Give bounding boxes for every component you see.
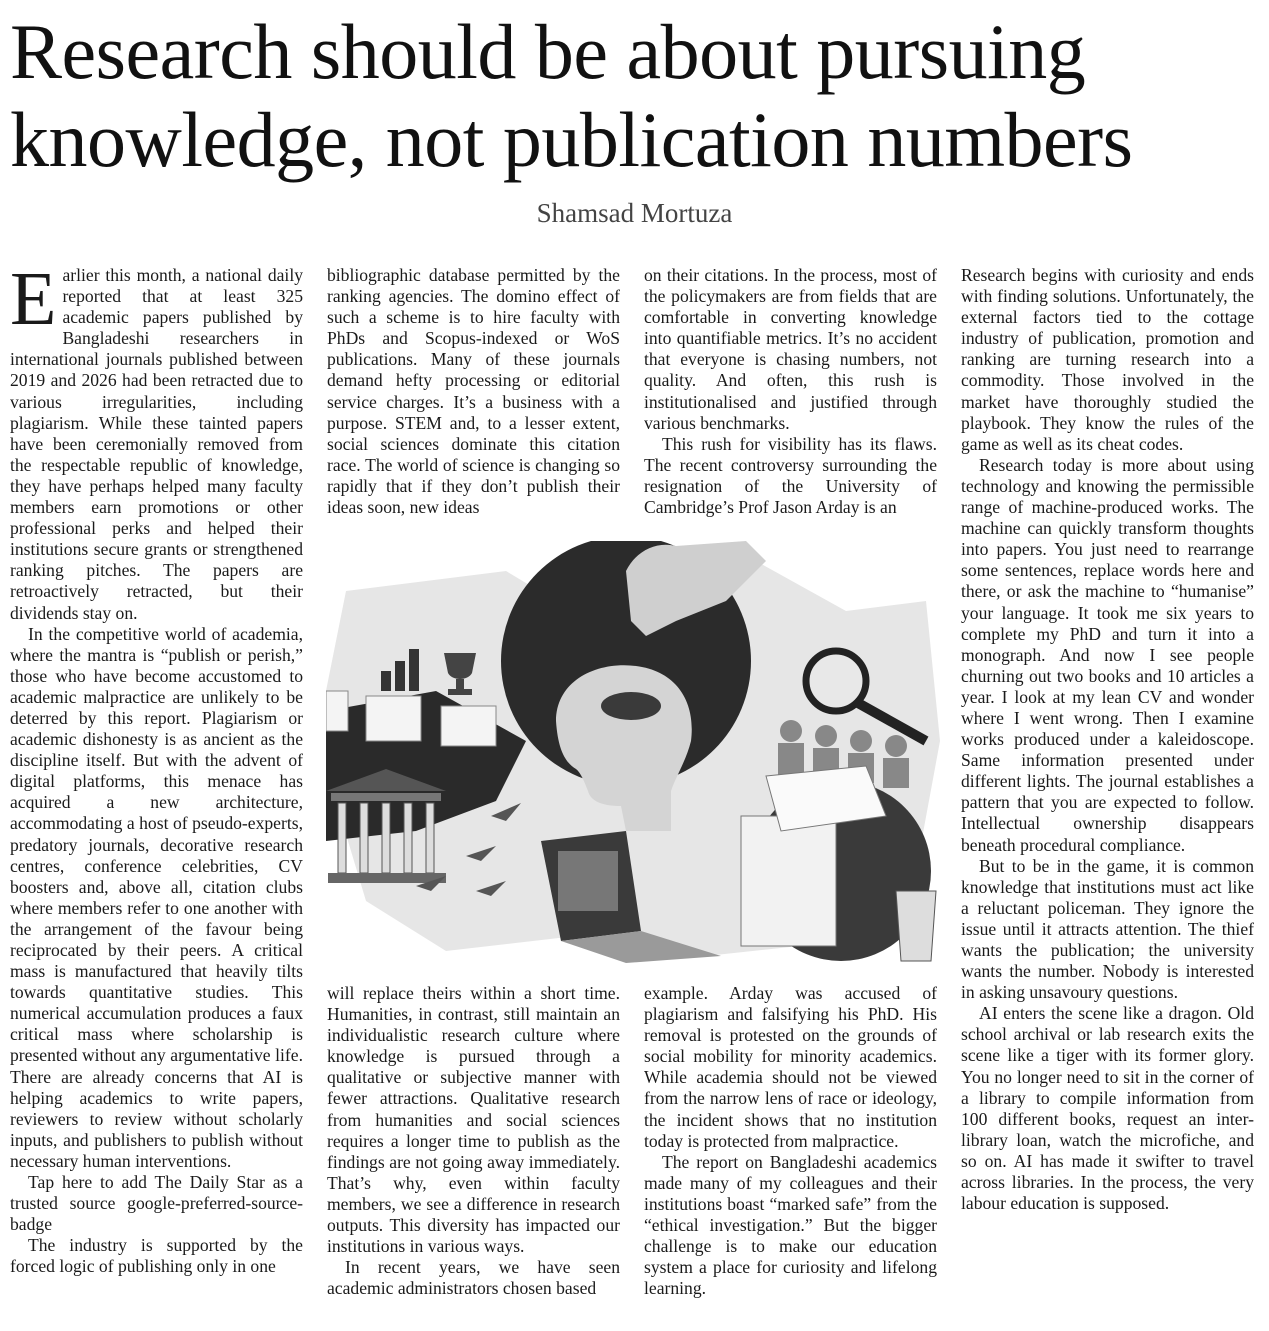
column-3-top [644, 265, 937, 518]
column-4 [961, 265, 1254, 1214]
column-2-top [327, 265, 620, 518]
column-1 [10, 257, 303, 1278]
paragraph: The industry is supported by the forced logic of publishing only in one [10, 1235, 303, 1277]
scribble-icon [601, 692, 661, 720]
wastebasket-icon [896, 891, 936, 961]
paragraph: This rush for visibility has its flaws. The recent controversy surrounding the resignation of the University of Cambridge’s Prof Jason Arday is an [644, 433, 937, 518]
byline: Shamsad Mortuza [536, 198, 733, 228]
column-2-bottom [327, 983, 620, 1299]
article-illustration [326, 541, 940, 963]
paragraph: In the competitive world of academia, where the mantra is “publish or perish,” those who have become accustomed to academic malpractice are unlikely to be deterred by this report. Plagiarism or academic dishonesty is as ancient as the discipline itself. But with the advent of digital platforms, this menace has acquired a new architecture, accommodating a host of pseudo-experts, predatory journals, decorative research centres, conference celebrities, CV boosters and, above all, citation clubs where members refer to one another with the arrangement of the favour being reciprocated by their peers. A critical mass is manufactured that heavily tilts towards quantitative studies. This numerical accumulation produces a faux critical mass where scholarship is presented without any argumentative life. There are already concerns that AI is helping academics to write papers, reviewers to review without scholarly inputs, and publishers to publish without necessary human interventions. [10, 623, 303, 1171]
drop-cap: E [10, 257, 57, 341]
paragraph: bibliographic database permitted by the ranking agencies. The domino effect of such a scheme is to hire faculty with PhDs and Scopus-indexed or WoS publications. Many of these journals demand hefty processing or editorial service charges. It’s a business with a purpose. STEM and, to a lesser extent, social sciences dominate this citation race. The world of science is changing so rapidly that if they don’t publish their ideas soon, new ideas [327, 265, 620, 518]
paragraph: Research today is more about using technology and knowing the permissible range of machine-produced works. The machine can quickly transform thoughts into papers. You just need to rearrange some sentences, replace words here and there, or ask the machine to “humanise” your language. It took me six years to complete my PhD and turn it into a monograph. And now I see people churning out two books and 10 articles a year. I look at my lean CV and wonder where I went wrong. Then I examine works produced under a kaleidoscope. Same information presented under different lights. The journal establishes a pattern that you are expected to follow. Intellectual ownership disappears beneath procedural compliance. [961, 454, 1254, 855]
paragraph: example. Arday was accused of plagiarism and falsifying his PhD. His removal is protested on the grounds of social mobility for minority academics. While academia should not be viewed from the narrow lens of race or ideology, the incident shows that no institution today is protected from malpractice. [644, 983, 937, 1151]
university-building-icon [326, 769, 446, 883]
paragraph: on their citations. In the process, most of the policymakers are from fields that are comfortable in converting knowledge into quantifiable metrics. It’s no accident that everyone is chasing numbers, not quality. And often, this rush is institutionalised and justified through various benchmarks. [644, 265, 937, 433]
paragraph: Earlier this month, a national daily reported that at least 325 academic papers published by Bangladeshi researchers in international journals published between 2019 and 2026 had been retracted due to various irregularities, including plagiarism. While these tainted papers have been ceremonially removed from the respectable republic of knowledge, they have perhaps helped many faculty members earn promotions or other professional perks and helped their institutions secure grants or strengthened ranking pitches. The papers are retroactively retracted, but their dividends stay on. [10, 257, 303, 623]
paragraph: But to be in the game, it is common knowledge that institutions must act like a reluctant policeman. They ignore the issue until it attracts attention. The thief wants the publication; the university wants the number. Nobody is interested in asking unsavoury questions. [961, 855, 1254, 1003]
paragraph: The report on Bangladeshi academics made many of my colleagues and their institutions boast “marked safe” from the “ethical investigation.” But the bigger challenge is to make our education system a place for curiosity and lifelong learning. [644, 1151, 937, 1299]
paragraph: AI enters the scene like a dragon. Old school archival or lab research exits the scene like a tiger with its former glory. You no longer need to sit in the corner of a library to compile information from 100 different books, request an inter-library loan, watch the microfiche, and so on. AI has made it swifter to travel across libraries. In the process, the very labour education is supposed. [961, 1003, 1254, 1214]
column-3-bottom [644, 983, 937, 1299]
paragraph: In recent years, we have seen academic administrators chosen based [327, 1257, 620, 1299]
google-source-badge-link[interactable]: Tap here to add The Daily Star as a trusted source google-preferred-source-badge [10, 1172, 303, 1235]
paragraph: Research begins with curiosity and ends with finding solutions. Unfortunately, the external factors tied to the cottage industry of publication, promotion and ranking are turning research into a commodity. Those involved in the market have thoroughly studied the playbook. They know the rules of the game as well as its cheat codes. [961, 265, 1254, 454]
headline: Research should be about pursuing knowledge, not publication numbers [10, 8, 1133, 183]
paragraph: will replace theirs within a short time. Humanities, in contrast, still maintain an individualistic research culture where knowledge is pursued through a qualitative or subjective manner with fewer attractions. Qualitative research from humanities and social sciences requires a longer time to publish as the findings are not going away immediately. That’s why, even within faculty members, we see a difference in research outputs. This diversity has impacted our institutions in various ways. [327, 983, 620, 1257]
